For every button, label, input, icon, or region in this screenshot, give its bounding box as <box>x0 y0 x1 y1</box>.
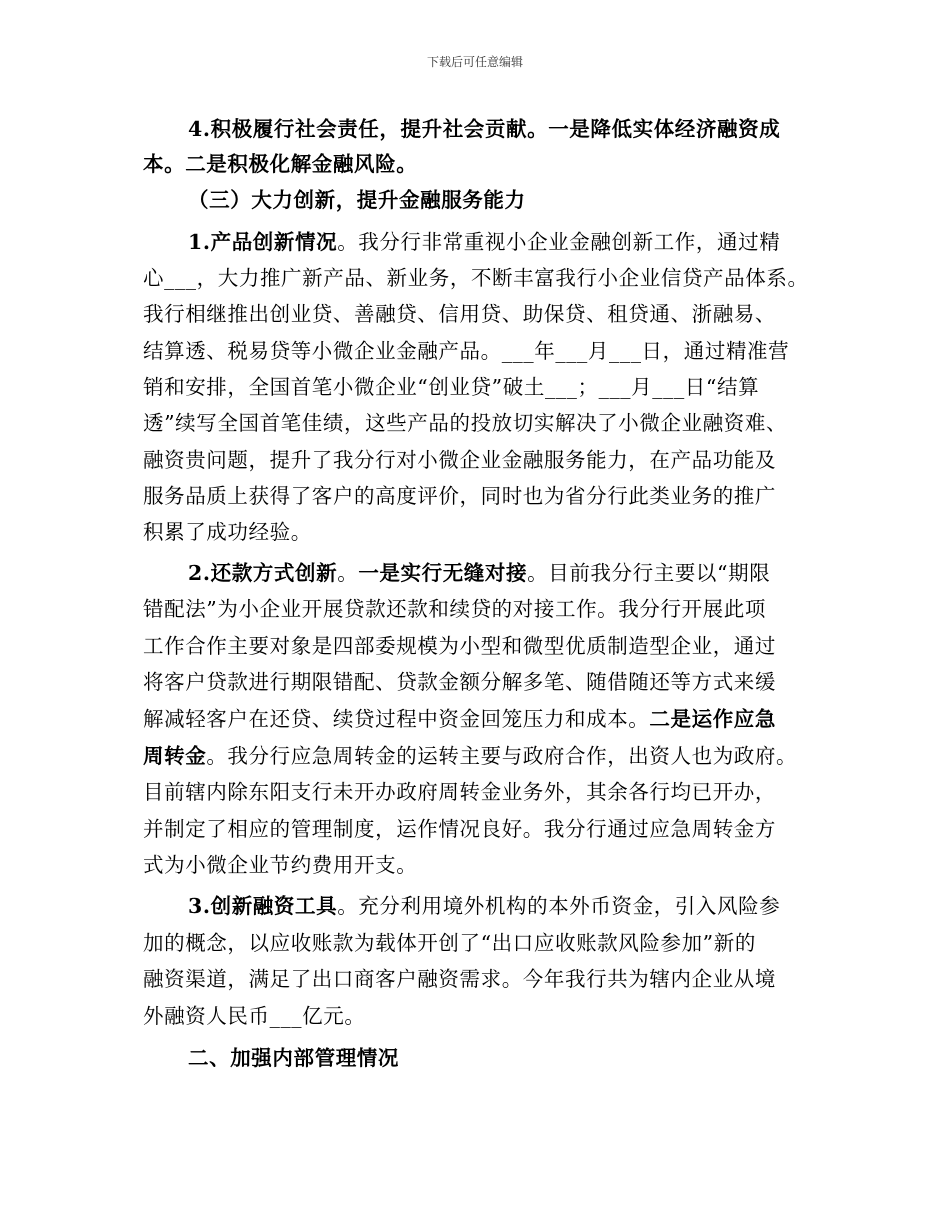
item-1-line-2: 心___，大力推广新产品、新业务，不断丰富我行小企业信贷产品体系。 <box>143 266 809 290</box>
item-1-line-9: 积累了成功经验。 <box>143 520 312 544</box>
item-2-label: 2.还款方式创新 <box>188 561 338 585</box>
paragraph-4-line-1 <box>188 111 780 147</box>
item-2-line-3: 工作合作主要对象是四部委规模为小型和微型优质制造型企业，通过 <box>143 634 776 658</box>
item-3-line-1 <box>188 888 780 924</box>
section-4-heading-cont: 本。二是积极化解金融风险。 <box>143 152 418 176</box>
item-3-text: 。充分利用境外机构的本外币资金，引入风险参 <box>337 894 781 918</box>
section-4-heading: 4.积极履行社会责任，提升社会贡献。一是降低实体经济融资成 <box>188 117 781 141</box>
item-1-line-1 <box>188 224 780 260</box>
item-2-line-5 <box>143 701 776 737</box>
paragraph-4-line-2 <box>143 146 417 182</box>
item-2-text: 。目前我分行主要以“期限 <box>527 561 771 585</box>
item-2-bold-1: 一是实行无缝对接 <box>358 561 528 585</box>
item-3-line-3: 融资渠道，满足了出口商客户融资需求。今年我行共为辖内企业从境 <box>143 967 776 991</box>
item-1-line-6: 透”续写全国首笔佳绩，这些产品的投放切实解决了小微企业融资难、 <box>143 411 788 435</box>
item-2-punct: 。 <box>337 561 359 585</box>
section-two-title-line <box>188 1040 399 1076</box>
item-2-text-5: 解减轻客户在还贷、续贷过程中资金回笼压力和成本。 <box>143 707 650 731</box>
item-2-line-2: 错配法”为小企业开展贷款还款和续贷的对接工作。我分行开展此项 <box>143 597 766 621</box>
item-2-line-1 <box>188 555 770 591</box>
item-3-label: 3.创新融资工具 <box>188 894 338 918</box>
item-2-line-7: 目前辖内除东阳支行未开办政府周转金业务外，其余各行均已开办， <box>143 780 776 804</box>
item-1-line-4: 结算透、税易贷等小微企业金融产品。___年___月___日，通过精准营 <box>143 339 790 363</box>
item-3-line-2: 加的概念，以应收账款为载体开创了“出口应收账款风险参加”新的 <box>143 931 756 955</box>
section-3-title-line <box>188 182 526 218</box>
item-2-line-4: 将客户贷款进行期限错配、贷款金额分解多笔、随借随还等方式来缓 <box>143 670 776 694</box>
item-1-text: 。我分行非常重视小企业金融创新工作，通过精 <box>337 230 781 254</box>
item-2-bold-2a: 二是运作应急 <box>649 707 777 731</box>
item-1-label: 1.产品创新情况 <box>188 230 338 254</box>
page-header-note: 下载后可任意编辑 <box>426 55 523 69</box>
item-1-line-3: 我行相继推出创业贷、善融贷、信用贷、助保贷、租贷通、浙融易、 <box>143 302 776 326</box>
item-2-line-8: 并制定了相应的管理制度，运作情况良好。我分行通过应急周转金方 <box>143 817 776 841</box>
section-3-title: （三）大力创新，提升金融服务能力 <box>188 188 526 212</box>
item-2-line-9: 式为小微企业节约费用开支。 <box>143 853 418 877</box>
item-2-line-6 <box>143 738 797 774</box>
item-2-bold-2b: 周转金 <box>143 744 207 768</box>
section-two-title: 二、加强内部管理情况 <box>188 1046 399 1070</box>
item-1-line-8: 服务品质上获得了客户的高度评价，同时也为省分行此类业务的推广 <box>143 484 776 508</box>
item-2-text-6: 。我分行应急周转金的运转主要与政府合作，出资人也为政府。 <box>206 744 798 768</box>
item-1-line-7: 融资贵问题，提升了我分行对小微企业金融服务能力，在产品功能及 <box>143 448 776 472</box>
item-3-line-4: 外融资人民币___亿元。 <box>143 1004 366 1028</box>
item-1-line-5: 销和安排，全国首笔小微企业“创业贷”破土___；___月___日“结算 <box>143 375 760 399</box>
